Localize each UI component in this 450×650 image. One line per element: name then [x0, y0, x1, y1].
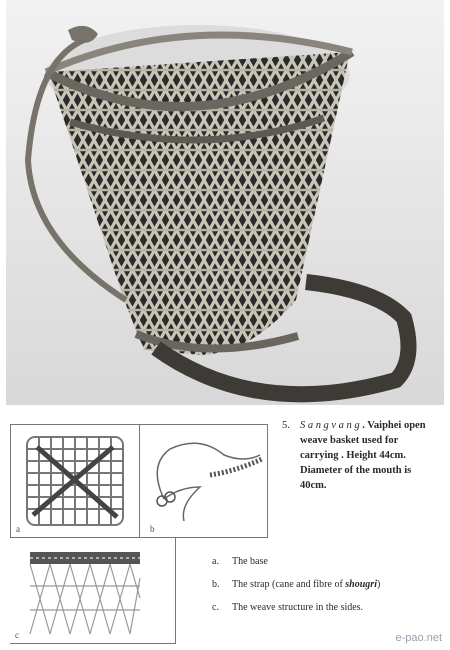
legend-key: a. [212, 556, 219, 567]
watermark: e-pao.net [395, 632, 442, 644]
caption-number: 5. [282, 420, 290, 431]
legend-item [212, 577, 442, 593]
legend-text [232, 577, 380, 593]
legend-text: The base [232, 556, 268, 567]
caption-basket-name: Sangvang [300, 420, 363, 431]
legend-text-main: The strap (cane and fibre of [232, 579, 346, 590]
legend-text: The weave structure in the sides. [232, 602, 364, 613]
caption-description: . Vaiphei open weave basket used for carrying . Height 44cm. Diameter of the mouth is 40cm. [300, 420, 426, 491]
legend-text-italic: shougri [345, 579, 377, 590]
legend-item [212, 600, 442, 616]
figure-label-b: b [150, 524, 155, 534]
figure-a-base [11, 425, 140, 537]
figure-legend [212, 554, 442, 623]
figure-label-c: c [15, 630, 19, 640]
legend-item [212, 554, 442, 570]
legend-key: b. [212, 579, 220, 590]
legend-text-tail: ) [376, 579, 381, 590]
figure-b-strap [140, 425, 267, 537]
figure-panel-ab [10, 424, 268, 538]
legend-key: c. [212, 602, 219, 613]
figure-c-weave [10, 538, 176, 644]
figure-caption [282, 418, 432, 493]
figure-label-a: a [16, 524, 20, 534]
basket-photo [6, 0, 444, 405]
